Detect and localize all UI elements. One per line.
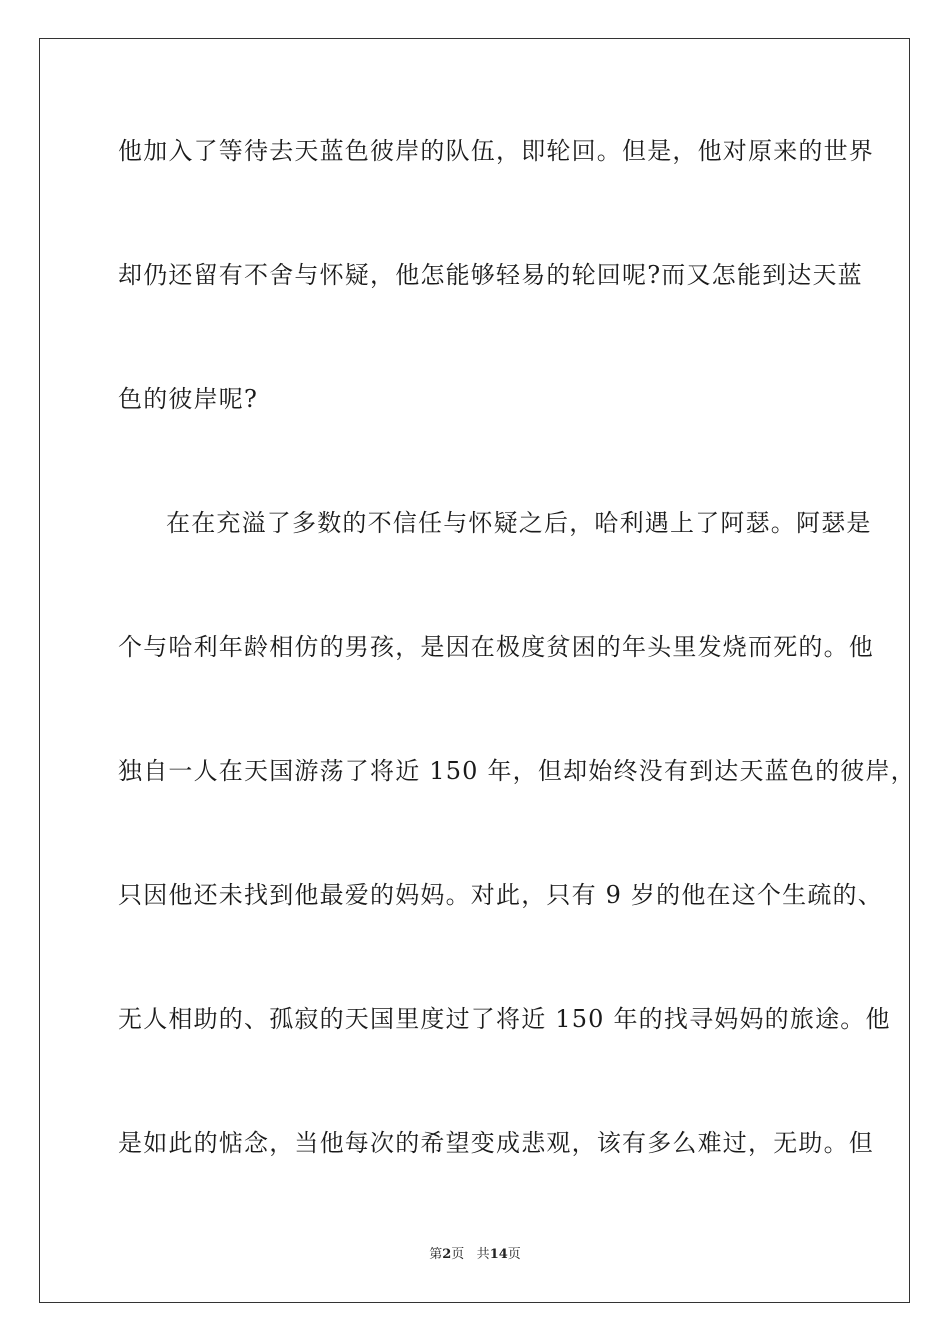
text-line: 他加入了等待去天蓝色彼岸的队伍，即轮回。但是，他对原来的世界: [118, 137, 874, 165]
text-line: 独自一人在天国游荡了将近 150 年，但却始终没有到达天蓝色的彼岸，: [118, 757, 916, 785]
page-border: [39, 38, 916, 1303]
text-line: 却仍还留有不舍与怀疑，他怎能够轻易的轮回呢?而又怎能到达天蓝: [118, 261, 863, 289]
text-line: 是如此的惦念，当他每次的希望变成悲观，该有多么难过，无助。但: [118, 1129, 874, 1157]
page-footer: [0, 1246, 950, 1264]
total-pages: 14: [489, 1247, 508, 1262]
text-line: 色的彼岸呢?: [118, 385, 259, 413]
total-prefix: 共: [476, 1247, 490, 1262]
text-line: 只因他还未找到他最爱的妈妈。对此，只有 9 岁的他在这个生疏的、: [118, 881, 883, 909]
paragraph-first-line: 在在充溢了多数的不信任与怀疑之后，哈利遇上了阿瑟。阿瑟是: [166, 509, 872, 537]
page-suffix: 页: [451, 1247, 465, 1262]
total-suffix: 页: [507, 1247, 521, 1262]
text-line: 个与哈利年龄相仿的男孩，是因在极度贫困的年头里发烧而死的。他: [118, 633, 874, 661]
text-line: 无人相助的、孤寂的天国里度过了将近 150 年的找寻妈妈的旅途。他: [118, 1005, 891, 1033]
page-number: 2: [442, 1247, 452, 1262]
page-prefix: 第: [429, 1247, 443, 1262]
